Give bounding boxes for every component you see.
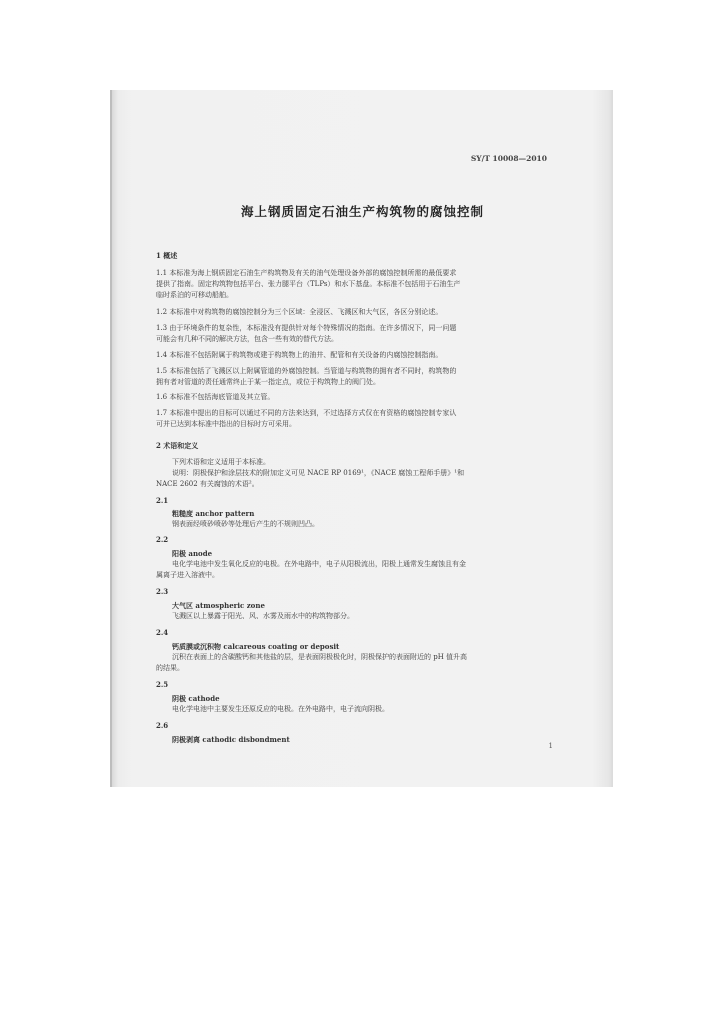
para-1-1-line-3: 临时系泊的可移动船舶。: [156, 291, 233, 299]
term-title: 钙质膜或沉积物 calcareous coating or deposit: [172, 642, 340, 651]
term-number: 2.4: [156, 628, 169, 637]
term-title: 阳极 anode: [172, 549, 213, 558]
para-1-1-line-2: 提供了指南。固定构筑物包括平台、张力腿平台（TLPs）和水下基盘。本标准不包括用于石油生产: [156, 280, 461, 288]
para-1-7-line-2: 可并已达到本标准中指出的目标时方可采用。: [156, 420, 296, 428]
para-1-3-line-1: 1.3 由于环境条件的复杂性，本标准没有提供针对每个特殊情况的指南。在许多情况下，同一问题: [156, 324, 457, 332]
term-definition: 飞溅区以上暴露于阳光、风、水雾及雨水中的构筑物部分。: [172, 612, 354, 620]
term-definition: 属离子进入溶液中。: [156, 571, 219, 579]
document-title: 海上钢质固定石油生产构筑物的腐蚀控制: [240, 204, 484, 219]
term-title: 阴极 cathode: [172, 694, 220, 703]
term-number: 2.5: [156, 680, 169, 689]
section-2-heading: 2 术语和定义: [156, 441, 199, 450]
section-2-intro-line-3: NACE 2602 有关腐蚀的术语²。: [156, 480, 259, 488]
para-1-5-line-1: 1.5 本标准包括了飞溅区以上附属管道的外腐蚀控制。当管道与构筑物的拥有者不同时，构筑物的: [156, 367, 457, 375]
para-1-3-line-2: 可能会有几种不同的解决方法，包含一些有效的替代方法。: [156, 335, 338, 343]
term-number: 2.2: [156, 535, 169, 544]
page-number: 1: [548, 742, 553, 750]
document-number: SY/T 10008—2010: [470, 154, 547, 163]
term-title: 阴极剥离 cathodic disbondment: [172, 735, 290, 744]
scanned-page: [110, 90, 613, 787]
term-definition: 电化学电池中发生氧化反应的电极。在外电路中，电子从阳极流出，阳极上通常发生腐蚀且有金: [172, 560, 466, 568]
term-title: 粗糙度 anchor pattern: [172, 509, 255, 518]
para-1-7-line-1: 1.7 本标准中提出的目标可以通过不同的方法来达到，不过选择方式仅在有资格的腐蚀控制专家认: [156, 409, 457, 417]
term-definition: 钢表面经喷砂喷砂等处理后产生的不规则凹凸。: [172, 520, 319, 528]
para-1-6: 1.6 本标准不包括海底管道及其立管。: [156, 393, 275, 401]
term-number: 2.1: [156, 496, 169, 505]
para-1-2: 1.2 本标准中对构筑物的腐蚀控制分为三个区域：全浸区、飞溅区和大气区，各区分别论述。: [156, 308, 443, 316]
para-1-4: 1.4 本标准不包括附属于构筑物或建于构筑物上的油井、配管和有关设备的内腐蚀控制指南。: [156, 351, 443, 359]
para-1-5-line-2: 拥有者对管道的责任通常终止于某一指定点，或位于构筑物上的阀门处。: [156, 378, 380, 386]
term-definition: 沉积在表面上的含碳酸钙和其他盐的层，是表面阴极极化时，阴极保护的表面附近的 pH 值升高: [172, 653, 468, 661]
para-1-1-line-1: 1.1 本标准为海上钢质固定石油生产构筑物及有关的油气处理设备外部的腐蚀控制所需的最低要求: [156, 269, 457, 277]
section-2-intro-line-2: 说明：阴极保护和涂层技术的附加定义可见 NACE RP 0169¹，《NACE 腐蚀工程师手册》¹和: [172, 469, 465, 477]
term-definition: 电化学电池中主要发生还原反应的电极。在外电路中，电子流向阴极。: [172, 705, 389, 713]
term-number: 2.3: [156, 587, 169, 596]
term-title: 大气区 atmospheric zone: [172, 601, 265, 610]
term-definition: 的结果。: [156, 664, 184, 672]
section-2-intro-line-1: 下列术语和定义适用于本标准。: [172, 458, 270, 466]
term-number: 2.6: [156, 721, 169, 730]
section-1-heading: 1 概述: [156, 251, 178, 260]
